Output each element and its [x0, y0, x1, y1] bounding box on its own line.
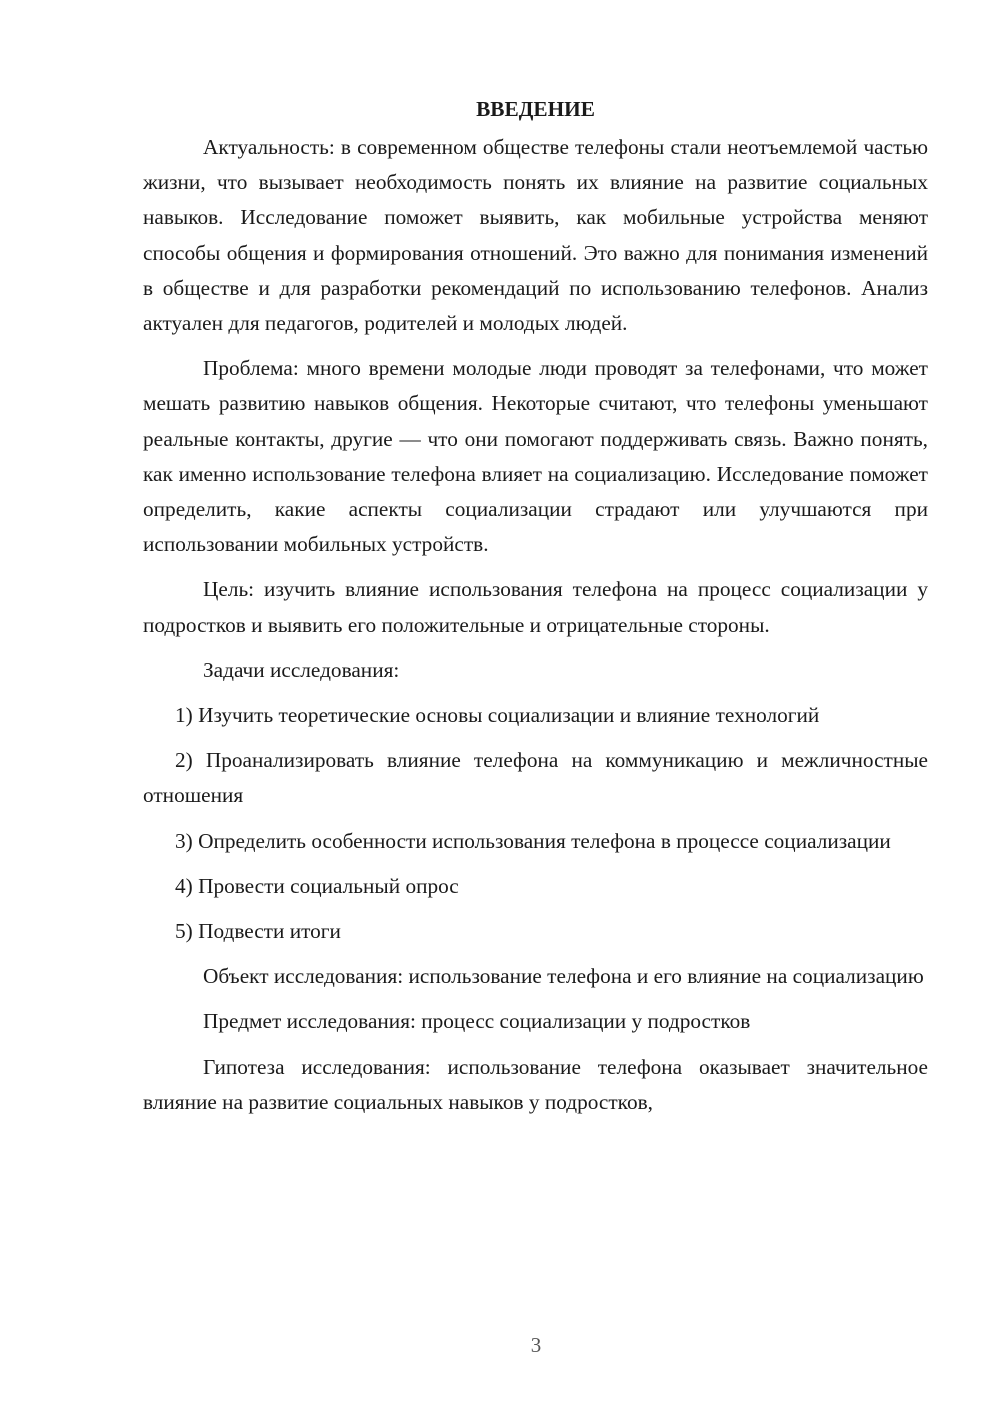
task-item-5: 5) Подвести итоги — [175, 919, 341, 944]
subject-paragraph: Предмет исследования: процесс социализации у подростков — [203, 1009, 751, 1034]
object-paragraph: Объект исследования: использование телефона и его влияние на социализацию — [203, 964, 924, 989]
problem-paragraph: Проблема: много времени молодые люди проводят за телефонами, что может мешать развитию навыков общения. Некоторые считают, что телефоны уменьшают реальные контакты, другие — что они помогают поддерживать связь. Важно понять, как именно использование телефона влияет на социализацию. Исследование поможет определить, какие аспекты социализации страдают или улучшаются при использовании мобильных устройств. — [143, 356, 928, 557]
page-number: 3 — [530, 1333, 542, 1357]
goal-paragraph: Цель: изучить влияние использования телефона на процесс социализации у подростков и выявить его положительные и отрицательные стороны. — [143, 577, 928, 637]
task-item-2: 2) Проанализировать влияние телефона на коммуникацию и межличностные отношения — [143, 748, 928, 808]
document-title: ВВЕДЕНИЕ — [476, 97, 595, 121]
task-item-3: 3) Определить особенности использования телефона в процессе социализации — [175, 828, 891, 853]
task-item-4: 4) Провести социальный опрос — [175, 873, 459, 898]
document-page — [143, 92, 928, 1130]
relevance-paragraph: Актуальность: в современном обществе телефоны стали неотъемлемой частью жизни, что вызывает необходимость понять их влияние на развитие социальных навыков. Исследование поможет выявить, как мобильные устройства меняют способы общения и формирования отношений. Это важно для понимания изменений в обществе и для разработки рекомендаций по использованию телефонов. Анализ актуален для педагогов, родителей и молодых людей. — [143, 135, 928, 336]
task-item-1: 1) Изучить теоретические основы социализации и влияние технологий — [175, 703, 820, 728]
tasks-heading: Задачи исследования: — [203, 657, 400, 682]
hypothesis-paragraph: Гипотеза исследования: использование телефона оказывает значительное влияние на развитие социальных навыков у подростков, — [143, 1054, 928, 1114]
